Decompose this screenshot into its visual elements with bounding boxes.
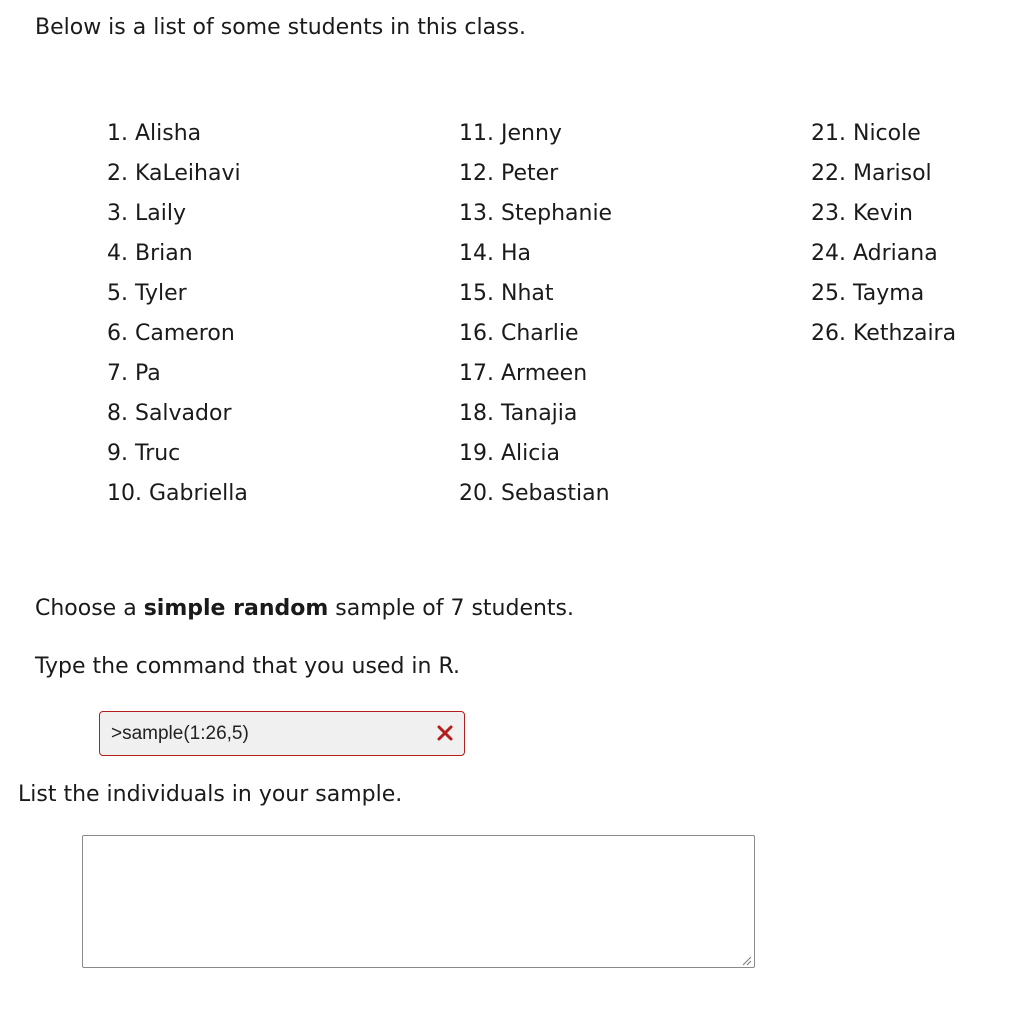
question-list-individuals: List the individuals in your sample. [18, 782, 403, 807]
student-list-item: 20. Sebastian [459, 481, 610, 506]
student-list-item: 19. Alicia [459, 441, 560, 466]
student-list-item: 25. Tayma [811, 281, 925, 306]
student-list-item: 12. Peter [459, 161, 559, 186]
student-list-item: 11. Jenny [459, 121, 562, 146]
student-list-item: 17. Armeen [459, 361, 588, 386]
student-list-item: 3. Laily [107, 201, 186, 226]
student-list-item: 6. Cameron [107, 321, 235, 346]
student-list-item: 18. Tanajia [459, 401, 578, 426]
resize-grip-icon[interactable] [740, 954, 752, 966]
student-list-item: 5. Tyler [107, 281, 187, 306]
student-list-item: 2. KaLeihavi [107, 161, 241, 186]
student-list-item: 21. Nicole [811, 121, 921, 146]
student-list-item: 4. Brian [107, 241, 193, 266]
student-list-item: 8. Salvador [107, 401, 232, 426]
student-list-column-1 [107, 118, 248, 518]
question-r-command: Type the command that you used in R. [35, 654, 460, 679]
student-list-item: 22. Marisol [811, 161, 932, 186]
student-list-item: 23. Kevin [811, 201, 913, 226]
question-prefix: Choose a [35, 596, 144, 621]
student-list-column-2 [459, 118, 612, 518]
question-simple-random-sample [35, 594, 574, 624]
r-command-answer-field[interactable] [99, 711, 465, 756]
student-list-column-3 [811, 118, 956, 358]
student-list-item: 10. Gabriella [107, 481, 248, 506]
student-list-item: 9. Truc [107, 441, 181, 466]
student-list-item: 1. Alisha [107, 121, 202, 146]
student-list-item: 7. Pa [107, 361, 161, 386]
x-mark-icon [434, 722, 456, 744]
sample-individuals-textarea[interactable] [82, 835, 755, 968]
student-list-item: 26. Kethzaira [811, 321, 957, 346]
intro-text: Below is a list of some students in this class. [35, 15, 526, 40]
r-command-answer-value[interactable]: >sample(1:26,5) [111, 723, 249, 744]
question-bold-term: simple random [143, 596, 329, 621]
question-suffix: sample of 7 students. [328, 596, 574, 621]
student-list-item: 24. Adriana [811, 241, 938, 266]
student-list-item: 15. Nhat [459, 281, 554, 306]
student-list-item: 13. Stephanie [459, 201, 613, 226]
student-list-item: 16. Charlie [459, 321, 579, 346]
student-list-item: 14. Ha [459, 241, 532, 266]
